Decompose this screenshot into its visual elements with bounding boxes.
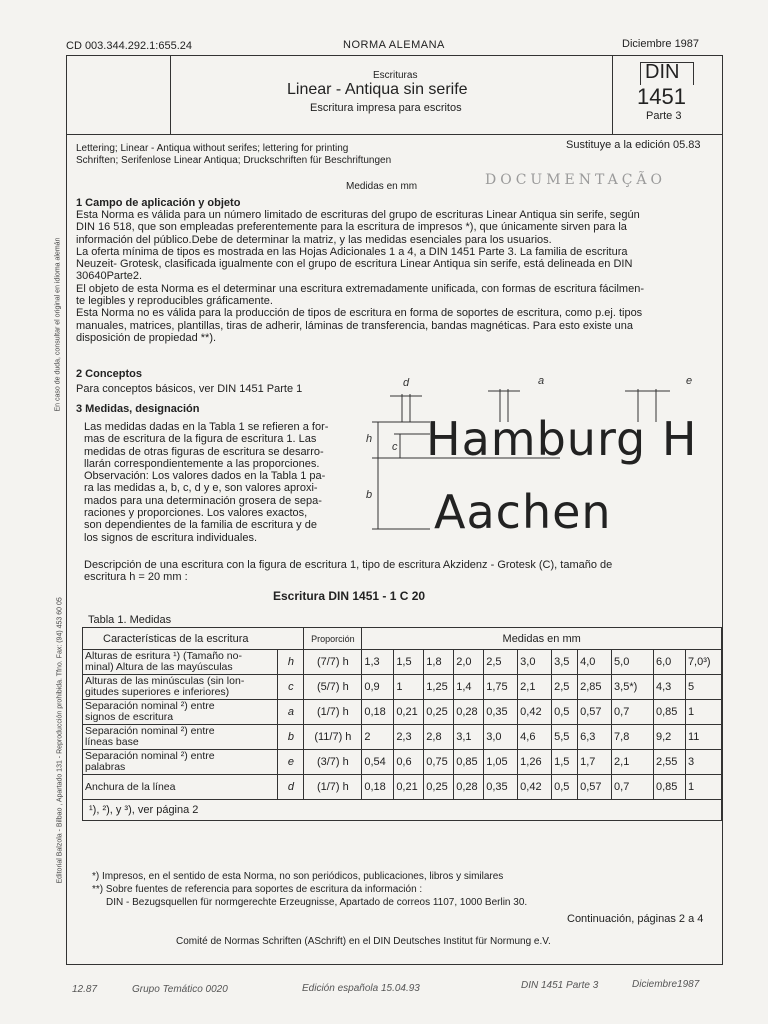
row-value: 0,28 bbox=[454, 700, 484, 725]
section1-line: La oferta mínima de tipos es mostrada en las Hojas Adicionales 1 a 4, a DIN 1451 Parte 3. La familia de escritura bbox=[76, 245, 628, 258]
row-value: 2,3 bbox=[394, 725, 424, 750]
row-characteristic-line: gitudes superiores e inferiores) bbox=[85, 686, 230, 698]
section3-line: mados para una determinación grosera de sepa- bbox=[84, 494, 322, 507]
sample-word-hamburg: Hamburg H bbox=[426, 412, 698, 466]
row-proportion: (1/7) h bbox=[304, 700, 362, 725]
table-row bbox=[83, 775, 722, 800]
designation-example: Escritura DIN 1451 - 1 C 20 bbox=[273, 589, 426, 603]
row-value: 0,57 bbox=[578, 775, 612, 800]
section1-heading: 1 Campo de aplicación y objeto bbox=[76, 197, 241, 209]
row-value: 1,5 bbox=[394, 650, 424, 675]
row-value: 0,85 bbox=[653, 775, 685, 800]
footer-month: Diciembre1987 bbox=[632, 979, 700, 990]
section2-heading: 2 Conceptos bbox=[76, 368, 143, 380]
header-characteristics: Características de la escritura bbox=[83, 628, 304, 650]
row-value: 2,55 bbox=[653, 750, 685, 775]
section3-line: ra las medidas a, b, c, d y e, son valores aproxi- bbox=[84, 482, 318, 495]
row-characteristic-line: Alturas de esritura ¹) (Tamaño no- bbox=[85, 650, 242, 662]
row-value: 2,1 bbox=[518, 675, 552, 700]
table-row bbox=[83, 750, 722, 775]
row-characteristic-line: líneas base bbox=[85, 736, 139, 748]
committee-note: Comité de Normas Schriften (ASchrift) en el DIN Deutsches Institut für Normung e.V. bbox=[176, 936, 551, 947]
row-characteristic bbox=[83, 750, 278, 775]
row-value: 0,42 bbox=[518, 700, 552, 725]
section1-line: disposición de propiedad **). bbox=[76, 331, 217, 344]
header-measures: Medidas en mm bbox=[362, 628, 722, 650]
section3-body bbox=[84, 421, 384, 544]
row-value: 5,5 bbox=[552, 725, 578, 750]
row-value: 2,8 bbox=[424, 725, 454, 750]
section1-body bbox=[76, 209, 716, 344]
row-symbol: a bbox=[278, 700, 304, 725]
row-value: 0,85 bbox=[653, 700, 685, 725]
row-value: 1,5 bbox=[552, 750, 578, 775]
dim-label-b: b bbox=[366, 489, 373, 501]
row-value: 6,0 bbox=[653, 650, 685, 675]
section3-line: medidas de otras figuras de escritura se desarro- bbox=[84, 445, 324, 458]
row-proportion: (7/7) h bbox=[304, 650, 362, 675]
table-row bbox=[83, 650, 722, 675]
row-value: 0,21 bbox=[394, 775, 424, 800]
footer-ref: DIN 1451 Parte 3 bbox=[521, 980, 599, 991]
row-value: 1,26 bbox=[518, 750, 552, 775]
row-value: 11 bbox=[685, 725, 721, 750]
header-proportion: Proporción bbox=[304, 628, 362, 650]
footer-group: Grupo Temático 0020 bbox=[132, 984, 228, 995]
row-characteristic-line: Separación nominal ²) entre bbox=[85, 700, 215, 712]
table-note-row bbox=[83, 800, 722, 821]
dim-label-a: a bbox=[538, 375, 545, 387]
row-value: 0,9 bbox=[362, 675, 394, 700]
category-label: Escrituras bbox=[373, 70, 418, 81]
footer-rule bbox=[66, 964, 722, 965]
row-value: 0,35 bbox=[484, 700, 518, 725]
footer-edition: Edición española 15.04.93 bbox=[302, 983, 420, 994]
document-code: CD 003.344.292.1:655.24 bbox=[66, 40, 192, 52]
header-top-rule bbox=[66, 55, 722, 56]
row-value: 1,4 bbox=[454, 675, 484, 700]
row-characteristic-line: signos de escritura bbox=[85, 711, 174, 723]
section2-text: Para conceptos básicos, ver DIN 1451 Parte 1 bbox=[76, 383, 303, 395]
header-mid-rule bbox=[170, 55, 171, 135]
row-value: 3,5*) bbox=[612, 675, 654, 700]
row-value: 1,7 bbox=[578, 750, 612, 775]
row-value: 0,5 bbox=[552, 775, 578, 800]
row-value: 0,54 bbox=[362, 750, 394, 775]
row-value: 1,8 bbox=[424, 650, 454, 675]
din-number: 1451 bbox=[637, 84, 686, 109]
description-body bbox=[84, 559, 724, 584]
footnote-1: *) Impresos, en el sentido de esta Norma, no son periódicos, publicaciones, libros y similares bbox=[92, 871, 504, 882]
row-value: 1 bbox=[685, 700, 721, 725]
sample-word-aachen: Aachen bbox=[434, 485, 612, 539]
row-value: 2,85 bbox=[578, 675, 612, 700]
section1-line: información del público.Debe de determinar la matriz, y las medidas esenciales para los usuarios. bbox=[76, 233, 552, 246]
row-value: 1,05 bbox=[484, 750, 518, 775]
issue-date: Diciembre 1987 bbox=[622, 38, 700, 50]
row-value: 0,5 bbox=[552, 700, 578, 725]
din-label: DIN bbox=[645, 61, 680, 83]
row-value: 3 bbox=[685, 750, 721, 775]
row-value: 0,7 bbox=[612, 775, 654, 800]
footer-date-code: 12.87 bbox=[72, 984, 98, 995]
row-value: 0,18 bbox=[362, 775, 394, 800]
row-value: 3,1 bbox=[454, 725, 484, 750]
measures-note: Medidas en mm bbox=[346, 181, 418, 192]
row-symbol: e bbox=[278, 750, 304, 775]
documentation-stamp: DOCUMENTAÇÃO bbox=[485, 172, 666, 188]
row-proportion: (11/7) h bbox=[304, 725, 362, 750]
header-din-rule bbox=[612, 55, 613, 135]
row-value: 0,25 bbox=[424, 700, 454, 725]
section3-line: raciones y proporciones. Los valores exactos, bbox=[84, 507, 308, 520]
replaces-edition: Sustituye a la edición 05.83 bbox=[566, 139, 701, 151]
row-value: 3,5 bbox=[552, 650, 578, 675]
table-caption: Tabla 1. Medidas bbox=[88, 614, 172, 626]
section1-line: Esta Norma no es válida para la producción de tipos de escritura en forma de soportes de escritura, como p.ej. tipos bbox=[76, 307, 643, 320]
row-characteristic-line: minal) Altura de las mayúsculas bbox=[85, 661, 233, 673]
row-value: 1 bbox=[394, 675, 424, 700]
row-value: 0,6 bbox=[394, 750, 424, 775]
table-header-row bbox=[83, 628, 722, 650]
section1-line: Neuzeit- Grotesk, clasificada igualmente con el grupo de escritura Linear Antiqua sin serife, está delineada en DIN bbox=[76, 258, 633, 271]
section3-line: mas de escritura de la figura de escritura 1. Las bbox=[84, 433, 317, 446]
row-value: 4,0 bbox=[578, 650, 612, 675]
row-value: 4,6 bbox=[518, 725, 552, 750]
side-note-upper: En caso de duda, consultar el original en idioma alemán bbox=[54, 237, 62, 412]
row-value: 1 bbox=[685, 775, 721, 800]
section3-line: Observación: Los valores dados en la Tabla 1 pa- bbox=[84, 470, 326, 483]
row-symbol: h bbox=[278, 650, 304, 675]
row-value: 0,42 bbox=[518, 775, 552, 800]
row-characteristic-line: palabras bbox=[85, 761, 126, 773]
page-left-rule bbox=[66, 134, 67, 965]
row-value: 3,0 bbox=[484, 725, 518, 750]
row-value: 7,0³) bbox=[685, 650, 721, 675]
section3-line: Las medidas dadas en la Tabla 1 se refieren a for- bbox=[84, 421, 329, 433]
row-value: 0,25 bbox=[424, 775, 454, 800]
table-note: ¹), ²), y ³), ver página 2 bbox=[83, 800, 722, 821]
row-value: 6,3 bbox=[578, 725, 612, 750]
row-symbol: b bbox=[278, 725, 304, 750]
row-value: 0,57 bbox=[578, 700, 612, 725]
row-value: 0,21 bbox=[394, 700, 424, 725]
row-characteristic bbox=[83, 725, 278, 750]
row-characteristic-line: Separación nominal ²) entre bbox=[85, 725, 215, 737]
description-line: escritura h = 20 mm : bbox=[84, 571, 188, 584]
table-row bbox=[83, 725, 722, 750]
row-value: 9,2 bbox=[653, 725, 685, 750]
row-characteristic bbox=[83, 675, 278, 700]
row-value: 1,75 bbox=[484, 675, 518, 700]
row-characteristic-line: Alturas de las minúsculas (sin lon- bbox=[85, 675, 245, 687]
row-characteristic-line: Separación nominal ²) entre bbox=[85, 750, 215, 762]
header-left-rule bbox=[66, 55, 67, 135]
row-value: 0,28 bbox=[454, 775, 484, 800]
din-part: Parte 3 bbox=[646, 110, 682, 122]
row-value: 0,18 bbox=[362, 700, 394, 725]
row-value: 2,5 bbox=[484, 650, 518, 675]
section1-line: DIN 16 518, que son empleadas preferentemente para la escritura de impresos *), que únicamente sirven para la bbox=[76, 221, 627, 234]
footnote-2: **) Sobre fuentes de referencia para soportes de escritura da información : bbox=[92, 884, 423, 895]
row-value: 2,1 bbox=[612, 750, 654, 775]
side-note-lower: Editorial Balzola - Bilbao , Apartado 131 - Reproducción prohibida. Tfno. Fax: (94) 453 60 05 bbox=[56, 597, 64, 884]
title-german: Schriften; Serifenlose Linear Antiqua; Druckschriften für Beschriftungen bbox=[76, 155, 392, 166]
section1-line: 30640Parte2. bbox=[76, 270, 143, 283]
row-value: 0,7 bbox=[612, 700, 654, 725]
row-value: 0,75 bbox=[424, 750, 454, 775]
row-value: 5,0 bbox=[612, 650, 654, 675]
row-value: 0,85 bbox=[454, 750, 484, 775]
table-row bbox=[83, 675, 722, 700]
section1-line: te legibles y reproducibles gráficamente. bbox=[76, 295, 273, 308]
row-value: 4,3 bbox=[653, 675, 685, 700]
dim-label-h: h bbox=[366, 433, 373, 445]
continuation-note: Continuación, páginas 2 a 4 bbox=[567, 913, 704, 925]
row-proportion: (1/7) h bbox=[304, 775, 362, 800]
row-proportion: (5/7) h bbox=[304, 675, 362, 700]
footnote-3: DIN - Bezugsquellen für normgerechte Erzeugnisse, Apartado de correos 1107, 1000 Berlin 30. bbox=[106, 897, 528, 908]
row-symbol: d bbox=[278, 775, 304, 800]
table-row bbox=[83, 700, 722, 725]
row-value: 7,8 bbox=[612, 725, 654, 750]
row-value: 1,3 bbox=[362, 650, 394, 675]
row-symbol: c bbox=[278, 675, 304, 700]
norma-label: NORMA ALEMANA bbox=[343, 39, 445, 51]
row-characteristic bbox=[83, 650, 278, 675]
header-bottom-rule bbox=[66, 134, 722, 135]
section1-line: El objeto de esta Norma es el determinar una escritura extremadamente unificada, con formas de escritura fácilmen- bbox=[76, 282, 644, 295]
row-proportion: (3/7) h bbox=[304, 750, 362, 775]
header-right-rule bbox=[722, 55, 723, 965]
title-english: Lettering; Linear - Antiqua without serifes; lettering for printing bbox=[76, 143, 349, 154]
section3-heading: 3 Medidas, designación bbox=[76, 403, 200, 415]
dim-label-e: e bbox=[686, 375, 693, 387]
document-title: Linear - Antiqua sin serife bbox=[287, 81, 468, 98]
section3-line: llarán correspondientemente a las proporciones. bbox=[84, 457, 320, 470]
row-characteristic bbox=[83, 775, 278, 800]
row-value: 2 bbox=[362, 725, 394, 750]
dim-label-d: d bbox=[403, 377, 410, 389]
row-value: 3,0 bbox=[518, 650, 552, 675]
section1-line: manuales, matrices, plantillas, tiras de adherir, láminas de transferencia, bandas magnéticas. Para esto existe una bbox=[76, 319, 634, 332]
row-characteristic bbox=[83, 700, 278, 725]
dim-label-c: c bbox=[392, 441, 398, 453]
row-value: 0,35 bbox=[484, 775, 518, 800]
document-subtitle: Escritura impresa para escritos bbox=[310, 102, 462, 114]
section1-line: Esta Norma es válida para un número limitado de escrituras del grupo de escrituras Linear Antiqua sin serife, según bbox=[76, 209, 640, 221]
description-line: Descripción de una escritura con la figura de escritura 1, tipo de escritura Akzidenz - Grotesk (C), tamaño de bbox=[84, 559, 613, 571]
section3-line: los signos de escritura individuales. bbox=[84, 531, 258, 544]
table-body bbox=[83, 650, 722, 800]
row-value: 5 bbox=[685, 675, 721, 700]
row-value: 2,0 bbox=[454, 650, 484, 675]
row-value: 1,25 bbox=[424, 675, 454, 700]
section3-line: son dependientes de la familia de escritura y de bbox=[84, 519, 317, 532]
measures-table bbox=[82, 627, 722, 821]
row-value: 2,5 bbox=[552, 675, 578, 700]
row-characteristic-line: Anchura de la línea bbox=[85, 780, 176, 793]
